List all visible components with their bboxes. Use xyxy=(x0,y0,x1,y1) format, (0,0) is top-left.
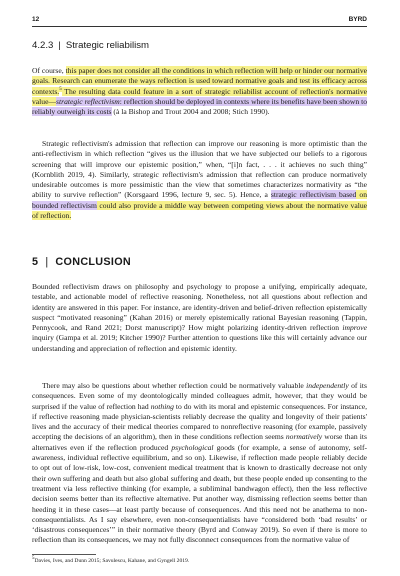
highlighted-text: based xyxy=(335,190,357,200)
text-span: Strategic reflectivism's admission that reflection can improve our reasoning is more optimistic than the anti-reflectivism in which reflection “gives us the illusion that we have subjected our beliefs to a rigorous screening that will improve our epistemic position,” when, “[i]n fact, . . . it achieves no such thing” (Kornblith 2019, 4). Similarly, strategic reflectivism's admission that reflection can produce normatively undesirable outcomes is more pessimistic than the view that sometimes characterizes normativity as “the ability to survive reflection” (Korsgaard 1996, lecture 9, sec. 5). Hence, a xyxy=(32,139,367,200)
emphasis: nothing xyxy=(150,401,174,411)
text-span: Bounded reflectivism draws on philosophy and psychology to propose a unifying, empirically adequate, testable, and actionable model of reflective reasoning. Nonetheless, not all questions about reflection and identity are answered in this paper. For instance, are identity-driven and belief-driven reflection epistemically suspect “motivated reasoning” (Kahan 2016) or merely epistemically rational Bayesian reasoning (Tappin, Pennycook, and Rand 2021; Dorst manuscript)? How might polarizing identity-driven reflection xyxy=(32,282,367,333)
highlighted-term: strategic reflectivism xyxy=(56,96,120,106)
paragraph-conclusion-2 xyxy=(32,381,367,546)
text-span: Of course, xyxy=(32,66,66,75)
text-span: (à la Bishop and Trout 2004 and 2008; Stich 1990). xyxy=(111,107,270,117)
heading-separator: | xyxy=(45,256,49,268)
running-title: BYRD xyxy=(348,16,367,23)
highlighted-term: strategic reflectivism xyxy=(270,190,336,200)
paragraph-strategic-reflectivism xyxy=(32,139,367,221)
highlighted-text: this paper does not consider all the conditions in which reflection will help or hinder our normative goals. Research can enumerate the ways reflection is used toward normative goals and test its efficacy across contexts. xyxy=(32,66,367,96)
emphasis: psychological xyxy=(171,442,214,452)
subsection-heading xyxy=(32,40,149,51)
paragraph-strategic-reliabilism xyxy=(32,66,367,117)
section-title: CONCLUSION xyxy=(55,256,132,268)
emphasis: independently xyxy=(306,381,349,390)
text-span: to do with its moral and epistemic consequences. For instance, if reflective reasoning made physician-scientists reliably decrease the quality and longevity of their patients' lives and the accuracy of their medical theories compared to nonreflective reasoning (for example, passively accepting the decisions of an algorithm), then in these conditions reflection seems xyxy=(32,401,367,442)
text-span: inquiry (Gampa et al. 2019; Kitcher 1990)? Further attention to questions like this will certainly advance our understanding and appreciation of reflection and epistemic identity. xyxy=(32,333,367,353)
text-span: worse than its alternatives even if the reflection produced xyxy=(32,432,367,452)
subsection-number: 4.2.3 xyxy=(32,40,54,51)
emphasis: improve xyxy=(342,323,367,333)
header-rule xyxy=(32,26,367,27)
emphasis: normatively xyxy=(285,432,323,442)
text-span: There may also be questions about whether reflection could be normatively valuable xyxy=(42,381,307,390)
section-heading xyxy=(32,256,131,268)
highlighted-text: on xyxy=(356,190,367,200)
running-header xyxy=(32,16,367,23)
footnote-rule xyxy=(32,554,96,555)
text-span: goods (for example, a sense of autonomy, self-awareness, individual reflective equilibrium, and so on). Likewise, if reflection made people reliably decide to opt out of low-risk, low-cost, convenient medical treatment that is known to drastically decrease not only their own suffering and death but also global suffering and death, but these people ended up consenting to the treatment via less reflective thinking (for example, a subliminal bandwagon effect), then the less reflective decision seems better than its reflective alternative. Put another way, dismissing reflection seems better than heeding it in these cases—at least partly because of consequences. And this need not be anathema to non-consequentialists. As I say elsewhere, even non-consequentialists have “considered both ‘bad results’ or ‘disastrous consequences’” in their normative theory (Byrd and Conway 2019). So even if there is more to reflection than its consequences, we may not fully disconnect consequences from the normative value of xyxy=(32,442,367,545)
footnote-marker[interactable]: 5 xyxy=(59,87,62,93)
heading-separator: | xyxy=(58,40,61,51)
subsection-title: Strategic reliabilism xyxy=(65,40,150,51)
highlighted-text: : reflection should be deployed in contexts where its benefits have been shown to reliably outweigh its costs xyxy=(32,96,367,117)
highlighted-text: could also provide a middle way between competing views about the normative value of reflection. xyxy=(32,200,367,221)
section-number: 5 xyxy=(32,256,39,268)
highlighted-text: The resulting data could feature in a sort of strategic reliabilist account of reflection's normative value— xyxy=(32,86,367,106)
text-span: of its consequences. Even some of my deontologically minded colleagues admit, however, that they would be surprised if the value of reflection had xyxy=(32,381,367,411)
page-number: 12 xyxy=(32,16,40,23)
highlighted-term: bounded reflectivism xyxy=(32,200,97,210)
paragraph-conclusion-1 xyxy=(32,282,367,354)
footnote xyxy=(32,558,367,565)
footnote-number: 5 xyxy=(32,556,35,562)
footnote-text: Davies, Ives, and Dunn 2015; Savulescu, Kahane, and Gyngell 2019. xyxy=(34,558,190,564)
